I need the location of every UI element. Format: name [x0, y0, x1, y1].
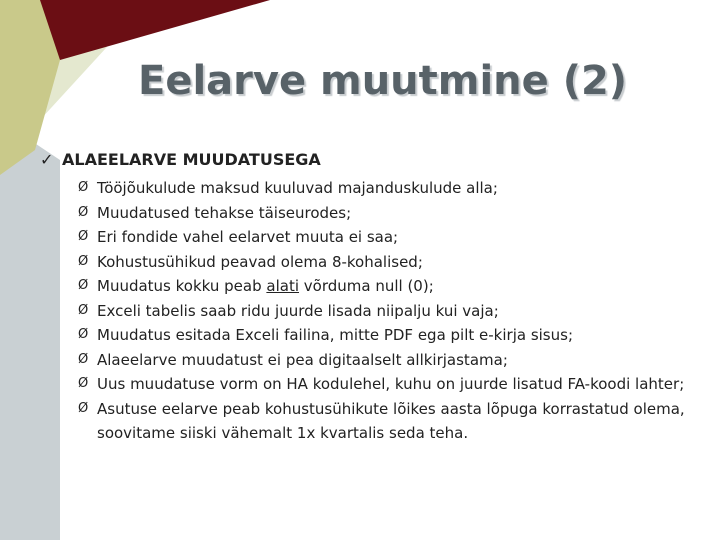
list-item [78, 372, 698, 397]
list-item-text: Alaeelarve muudatust ei pea digitaalselt allkirjastama; [97, 350, 508, 369]
list-item [78, 250, 698, 275]
list-item [78, 201, 698, 226]
slide-title: Eelarve muutmine (2) [138, 58, 628, 104]
list-item [78, 299, 698, 324]
list-item-text: Muudatus esitada Exceli failina, mitte PDF ega pilt e-kirja sisus; [97, 326, 573, 344]
list-item-text: Uus muudatuse vorm on HA kodulehel, kuhu on juurde lisatud FA-koodi lahter; [97, 375, 685, 393]
list-item-text: Kohustusühikud peavad olema 8-kohalised; [97, 252, 423, 271]
list-item [78, 323, 698, 348]
list-item-text-underlined: Muudatus kokku peab alati võrduma null (0); [97, 277, 434, 295]
arrow-bullet-icon: Ø [78, 400, 89, 416]
bullet-list [78, 176, 698, 446]
section-heading [40, 150, 321, 169]
arrow-bullet-icon: Ø [78, 302, 89, 318]
list-item-text: Muudatused tehakse täiseurodes; [97, 203, 352, 222]
list-item-text: Eri fondide vahel eelarvet muuta ei saa; [97, 228, 399, 246]
list-item [78, 225, 698, 250]
dark-red-banner [40, 0, 270, 60]
arrow-bullet-icon: Ø [78, 229, 89, 244]
list-item [78, 176, 698, 201]
arrow-bullet-icon: Ø [78, 253, 89, 269]
side-gray-band [0, 120, 60, 540]
arrow-bullet-icon: Ø [78, 376, 89, 391]
list-item-text: Tööjõukulude maksud kuuluvad majanduskulude alla; [97, 179, 498, 197]
arrow-bullet-icon: Ø [78, 180, 89, 195]
list-item [78, 397, 698, 446]
check-icon: ✓ [40, 150, 54, 169]
list-item-text: Asutuse eelarve peab kohustusühikute lõikes aasta lõpuga korrastatud olema, soovitame siiski vähemalt 1x kvartalis seda teha. [97, 399, 685, 442]
list-item [78, 274, 698, 299]
list-item [78, 348, 698, 373]
underlined-word: alati [266, 277, 299, 295]
section-heading-text: ALAEELARVE MUUDATUSEGA [62, 150, 321, 169]
arrow-bullet-icon: Ø [78, 327, 89, 342]
arrow-bullet-icon: Ø [78, 278, 89, 293]
arrow-bullet-icon: Ø [78, 351, 89, 367]
list-item-text: Exceli tabelis saab ridu juurde lisada niipalju kui vaja; [97, 301, 499, 320]
arrow-bullet-icon: Ø [78, 204, 89, 220]
